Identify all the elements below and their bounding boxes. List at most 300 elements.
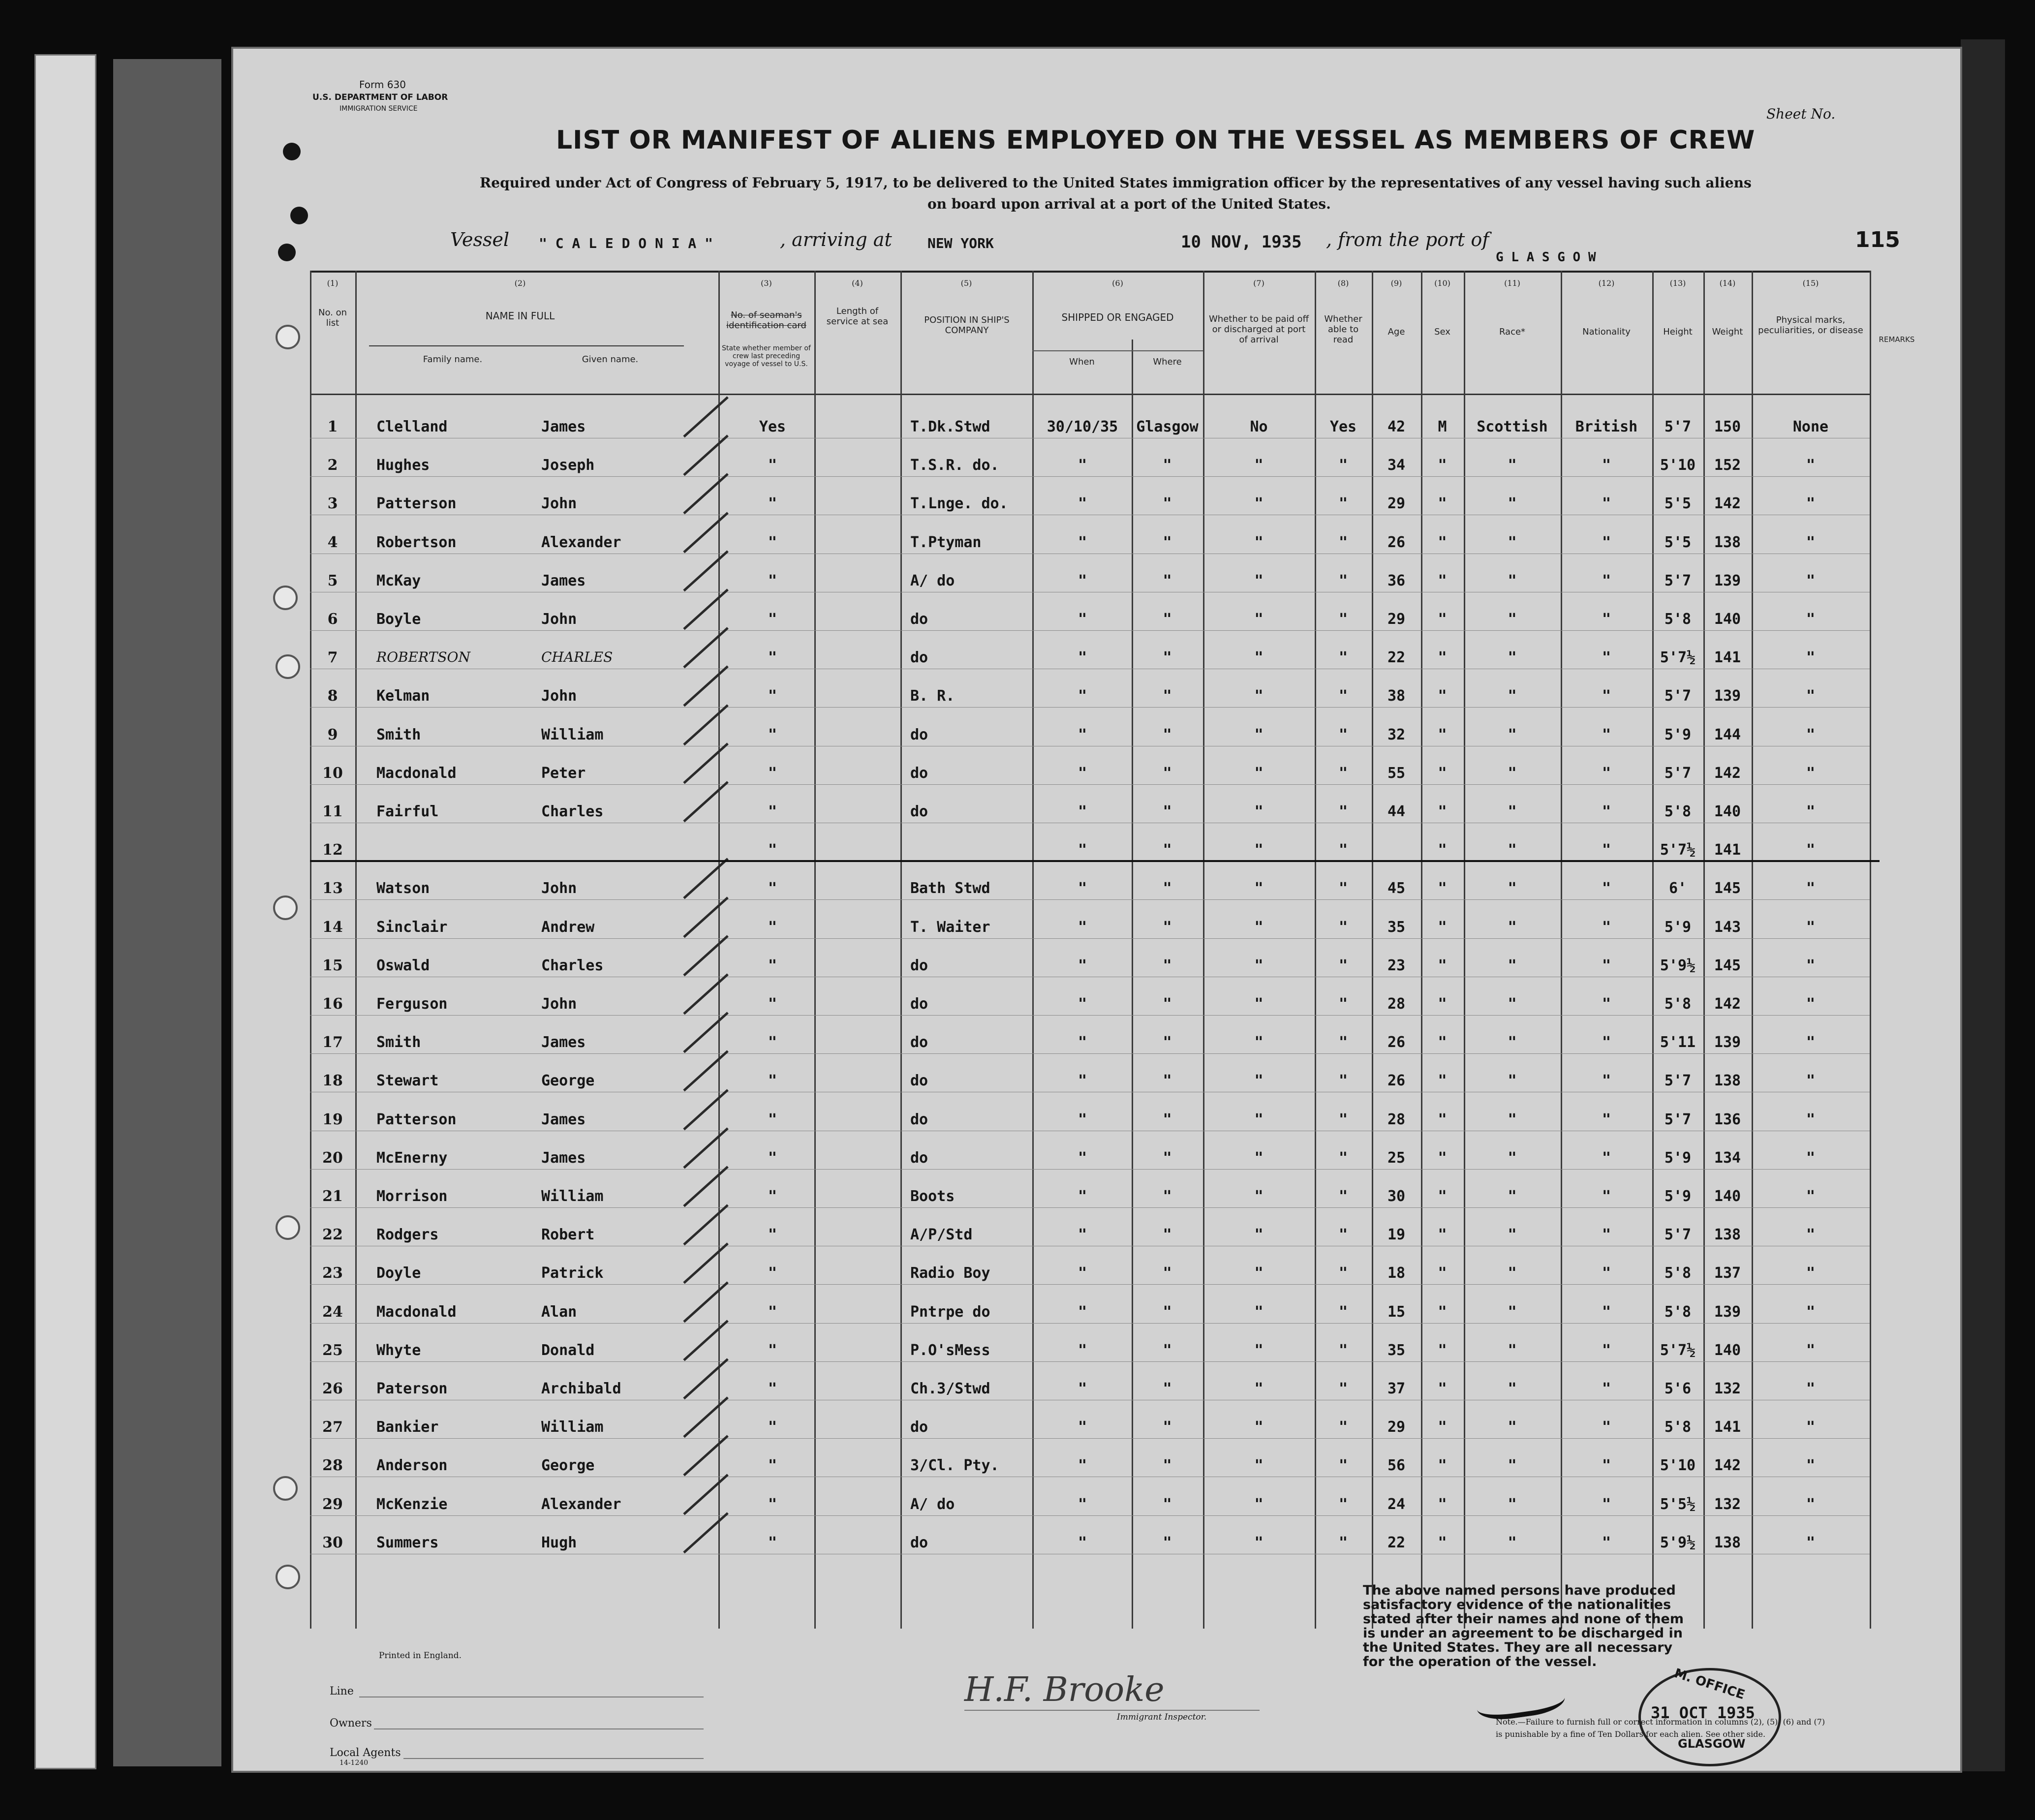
cell-race: ": [1508, 880, 1517, 897]
cell-read: ": [1338, 1226, 1348, 1244]
cell-when: ": [1078, 1072, 1087, 1090]
cell-where: ": [1163, 803, 1172, 820]
cell-height: 6': [1668, 880, 1687, 897]
cell-position: A/ do: [910, 572, 955, 589]
cell-marks: ": [1806, 1034, 1816, 1051]
cell-card: ": [768, 1265, 777, 1282]
cell-race: ": [1508, 1188, 1517, 1205]
cell-sex: ": [1438, 956, 1447, 974]
cell-position: A/ do: [910, 1495, 955, 1513]
cell-paid: ": [1254, 687, 1264, 705]
punch-hole: [276, 654, 300, 679]
cell-family: ROBERTSON: [376, 649, 470, 666]
line-label: Line: [330, 1685, 354, 1697]
cell-nat: ": [1602, 918, 1611, 936]
cell-no: 9: [327, 726, 338, 743]
cell-when: ": [1078, 1380, 1087, 1397]
cell-marks: ": [1806, 1495, 1816, 1513]
cell-marks: ": [1806, 687, 1816, 705]
cell-paid: ": [1254, 1072, 1264, 1090]
cell-sex: ": [1438, 1111, 1447, 1128]
cell-race: ": [1508, 1303, 1517, 1321]
cell-sex: ": [1438, 495, 1447, 513]
cell-position: do: [910, 995, 928, 1013]
row-rule: [310, 1207, 1870, 1208]
cell-height: 5'6: [1664, 1380, 1692, 1397]
cell-race: ": [1508, 1265, 1517, 1282]
cell-card: ": [768, 1380, 777, 1397]
cell-paid: ": [1254, 803, 1264, 820]
arriving-port: NEW YORK: [927, 235, 994, 251]
cell-family: Paterson: [376, 1380, 448, 1397]
cell-where: ": [1163, 995, 1172, 1013]
cell-height: 5'7: [1664, 764, 1692, 782]
cell-where: ": [1163, 649, 1172, 667]
cell-when: ": [1078, 1226, 1087, 1244]
cell-given: Patrick: [541, 1265, 604, 1282]
cell-when: ": [1078, 956, 1087, 974]
cell-sex: ": [1438, 1265, 1447, 1282]
cell-nat: ": [1602, 841, 1611, 859]
cell-age: 45: [1387, 880, 1406, 897]
cell-race: ": [1508, 457, 1517, 474]
cell-marks: ": [1806, 572, 1816, 589]
cell-position: do: [910, 956, 928, 974]
inspector-signature: H.F. Brooke: [964, 1670, 1165, 1709]
owners-underline: [374, 1728, 704, 1729]
cell-sex: ": [1438, 611, 1447, 628]
cell-marks: None: [1792, 418, 1829, 435]
cell-no: 2: [327, 457, 338, 474]
cell-nat: ": [1602, 1457, 1611, 1475]
col-header-shipped: SHIPPED OR ENGAGED: [1061, 311, 1174, 323]
cell-position: Pntrpe do: [910, 1303, 990, 1321]
cell-weight: 132: [1714, 1495, 1741, 1513]
col-header-family: Family name.: [423, 354, 483, 365]
col-header-card-note: State whether member of crew last preceding voyage of vessel to U.S.: [722, 344, 811, 368]
cell-race: ": [1508, 1457, 1517, 1475]
agents-underline: [403, 1758, 704, 1759]
cell-read: ": [1338, 1265, 1348, 1282]
cell-race: ": [1508, 649, 1517, 667]
cell-sex: ": [1438, 918, 1447, 936]
cell-race: ": [1508, 1380, 1517, 1397]
cell-when: ": [1078, 1534, 1087, 1551]
from-port: G L A S G O W: [1496, 250, 1596, 265]
scan-margin: [113, 59, 221, 1766]
cell-read: ": [1338, 457, 1348, 474]
cell-family: Whyte: [376, 1341, 421, 1359]
cell-height: 5'7½: [1660, 1341, 1696, 1359]
cell-paid: ": [1254, 1457, 1264, 1475]
cell-card: ": [768, 611, 777, 628]
cell-card: ": [768, 1111, 777, 1128]
cell-height: 5'11: [1660, 1034, 1696, 1051]
cell-race: ": [1508, 764, 1517, 782]
row-rule: [310, 784, 1870, 785]
punch-hole: [276, 325, 300, 349]
col-header-when: When: [1069, 357, 1095, 367]
col-header-where: Where: [1153, 357, 1182, 367]
cell-nat: ": [1602, 649, 1611, 667]
cell-when: ": [1078, 1303, 1087, 1321]
manifest-page: [231, 47, 1962, 1773]
cell-given: James: [541, 1149, 586, 1167]
cell-family: Boyle: [376, 611, 421, 628]
col-line: [814, 271, 816, 1629]
cell-sex: ": [1438, 1457, 1447, 1475]
col-header-race: Race*: [1499, 327, 1526, 337]
cell-sex: ": [1438, 880, 1447, 897]
page-title: LIST OR MANIFEST OF ALIENS EMPLOYED ON THE VESSEL AS MEMBERS OF CREW: [556, 125, 1756, 155]
inspector-underline: [964, 1710, 1260, 1711]
cell-age: 34: [1387, 457, 1406, 474]
cell-age: 24: [1387, 1495, 1406, 1513]
cell-race: ": [1508, 1419, 1517, 1436]
stamp-bottom-text: GLASGOW: [1678, 1737, 1746, 1751]
cell-where: ": [1163, 572, 1172, 589]
cell-sex: ": [1438, 649, 1447, 667]
cell-where: ": [1163, 1149, 1172, 1167]
col-number: (1): [327, 278, 339, 288]
col-line: [900, 271, 902, 1629]
cell-age: 55: [1387, 764, 1406, 782]
cell-position: Ch.3/Stwd: [910, 1380, 990, 1397]
cell-age: 23: [1387, 956, 1406, 974]
cell-when: ": [1078, 495, 1087, 513]
cell-read: ": [1338, 1303, 1348, 1321]
col-header-height: Height: [1663, 327, 1693, 337]
cell-read: ": [1338, 495, 1348, 513]
cell-nat: British: [1575, 418, 1638, 435]
col-number: (8): [1337, 278, 1349, 288]
declaration-line: is under an agreement to be discharged in: [1363, 1626, 1683, 1641]
cell-where: ": [1163, 1034, 1172, 1051]
cell-age: 15: [1387, 1303, 1406, 1321]
cell-marks: ": [1806, 1072, 1816, 1090]
cell-weight: 139: [1714, 1303, 1741, 1321]
cell-weight: 139: [1714, 1034, 1741, 1051]
cell-card: ": [768, 956, 777, 974]
cell-read: ": [1338, 1495, 1348, 1513]
cell-sex: M: [1438, 418, 1447, 435]
cell-when: ": [1078, 880, 1087, 897]
cell-marks: ": [1806, 649, 1816, 667]
cell-race: ": [1508, 918, 1517, 936]
cell-given: Andrew: [541, 918, 595, 936]
cell-card: ": [768, 1034, 777, 1051]
cell-given: William: [541, 1419, 604, 1436]
cell-nat: ": [1602, 1495, 1611, 1513]
cell-race: ": [1508, 841, 1517, 859]
cell-where: ": [1163, 918, 1172, 936]
cell-given: John: [541, 611, 577, 628]
cell-height: 5'5½: [1660, 1495, 1696, 1513]
cell-read: ": [1338, 841, 1348, 859]
cell-paid: ": [1254, 995, 1264, 1013]
cell-given: William: [541, 1188, 604, 1205]
cell-card: ": [768, 572, 777, 589]
cell-given: Alexander: [541, 533, 621, 551]
cell-race: ": [1508, 995, 1517, 1013]
cell-card: ": [768, 649, 777, 667]
cell-race: ": [1508, 1495, 1517, 1513]
cell-family: Smith: [376, 1034, 421, 1051]
cell-weight: 140: [1714, 1188, 1741, 1205]
cell-family: Doyle: [376, 1265, 421, 1282]
form-department: U.S. DEPARTMENT OF LABOR: [312, 93, 448, 102]
cell-family: Sinclair: [376, 918, 448, 936]
cell-nat: ": [1602, 995, 1611, 1013]
agents-label: Local Agents: [330, 1747, 401, 1759]
cell-weight: 142: [1714, 764, 1741, 782]
cell-marks: ": [1806, 803, 1816, 820]
cell-when: ": [1078, 649, 1087, 667]
punch-hole: [283, 143, 301, 160]
cell-race: ": [1508, 1341, 1517, 1359]
cell-sex: ": [1438, 687, 1447, 705]
cell-no: 25: [322, 1341, 343, 1359]
cell-sex: ": [1438, 995, 1447, 1013]
nationality-declaration: [1363, 1583, 1684, 1669]
cell-when: ": [1078, 1034, 1087, 1051]
cell-marks: ": [1806, 918, 1816, 936]
cell-card: ": [768, 726, 777, 743]
cell-where: ": [1163, 1188, 1172, 1205]
cell-given: Peter: [541, 764, 586, 782]
cell-weight: 142: [1714, 1457, 1741, 1475]
cell-no: 14: [322, 918, 343, 936]
arrival-date: 10 NOV, 1935: [1181, 232, 1302, 252]
col-header-marks: Physical marks, peculiarities, or disease: [1758, 315, 1863, 336]
cell-family: McKenzie: [376, 1495, 448, 1513]
cell-where: ": [1163, 1226, 1172, 1244]
cell-where: ": [1163, 495, 1172, 513]
cell-nat: ": [1602, 764, 1611, 782]
cell-nat: ": [1602, 1534, 1611, 1551]
cell-weight: 134: [1714, 1149, 1741, 1167]
cell-paid: ": [1254, 1303, 1264, 1321]
cell-when: 30/10/35: [1047, 418, 1118, 435]
cell-age: 29: [1387, 495, 1406, 513]
cell-family: Clelland: [376, 418, 448, 435]
sheet-number-label: Sheet No.: [1766, 106, 1836, 122]
vessel-label: Vessel: [450, 229, 510, 250]
row-rule: [310, 707, 1870, 708]
cell-where: ": [1163, 1072, 1172, 1090]
cell-given: Archibald: [541, 1380, 621, 1397]
cell-age: 26: [1387, 1072, 1406, 1090]
cell-read: ": [1338, 1457, 1348, 1475]
cell-where: ": [1163, 1534, 1172, 1551]
cell-family: McEnerny: [376, 1149, 448, 1167]
cell-marks: ": [1806, 1303, 1816, 1321]
cell-card: ": [768, 1419, 777, 1436]
cell-when: ": [1078, 1188, 1087, 1205]
cell-height: 5'8: [1664, 1303, 1692, 1321]
stamp-date: 31 OCT 1935: [1651, 1703, 1755, 1722]
cell-card: ": [768, 918, 777, 936]
cell-sex: ": [1438, 1303, 1447, 1321]
cell-no: 5: [327, 572, 338, 589]
cell-position: P.O'sMess: [910, 1341, 990, 1359]
cell-nat: ": [1602, 726, 1611, 743]
cell-family: Anderson: [376, 1457, 448, 1475]
cell-family: McKay: [376, 572, 421, 589]
cell-paid: No: [1250, 418, 1268, 435]
cell-nat: ": [1602, 1303, 1611, 1321]
cell-given: John: [541, 687, 577, 705]
declaration-line: satisfactory evidence of the nationalities: [1363, 1597, 1671, 1612]
row-rule: [310, 1015, 1870, 1016]
row-strike-line: [310, 860, 1880, 862]
cell-no: 6: [327, 611, 338, 628]
punch-hole: [273, 1476, 298, 1501]
cell-where: ": [1163, 880, 1172, 897]
cell-card: ": [768, 841, 777, 859]
cell-when: ": [1078, 764, 1087, 782]
cell-sex: ": [1438, 572, 1447, 589]
cell-position: T.S.R. do.: [910, 457, 999, 474]
cell-paid: ": [1254, 918, 1264, 936]
cell-age: 19: [1387, 1226, 1406, 1244]
cell-race: ": [1508, 803, 1517, 820]
cell-height: 5'7: [1664, 687, 1692, 705]
cell-weight: 138: [1714, 533, 1741, 551]
col-header-paid: Whether to be paid off or discharged at port of arrival: [1209, 314, 1309, 345]
cell-height: 5'9: [1664, 726, 1692, 743]
col-number: (11): [1504, 278, 1520, 288]
punch-hole: [273, 586, 298, 610]
cell-card: ": [768, 803, 777, 820]
agents-code: 14-1240: [339, 1759, 369, 1767]
cell-height: 5'5: [1664, 533, 1692, 551]
cell-height: 5'10: [1660, 1457, 1696, 1475]
cell-read: ": [1338, 649, 1348, 667]
cell-given: Donald: [541, 1341, 595, 1359]
cell-paid: ": [1254, 1111, 1264, 1128]
cell-family: Stewart: [376, 1072, 439, 1090]
cell-race: ": [1508, 495, 1517, 513]
row-rule: [310, 476, 1870, 477]
cell-paid: ": [1254, 764, 1264, 782]
cell-family: Hughes: [376, 457, 430, 474]
cell-nat: ": [1602, 956, 1611, 974]
col-number: (4): [852, 278, 863, 288]
cell-no: 21: [322, 1188, 343, 1205]
cell-given: William: [541, 726, 604, 743]
cell-weight: 141: [1714, 841, 1741, 859]
cell-given: Charles: [541, 803, 604, 820]
cell-marks: ": [1806, 956, 1816, 974]
cell-nat: ": [1602, 457, 1611, 474]
inspector-label: Immigrant Inspector.: [1117, 1712, 1207, 1722]
col-header-length: Length of service at sea: [826, 306, 889, 327]
cell-read: ": [1338, 1111, 1348, 1128]
cell-when: ": [1078, 611, 1087, 628]
cell-paid: ": [1254, 1226, 1264, 1244]
cell-paid: ": [1254, 1380, 1264, 1397]
cell-sex: ": [1438, 764, 1447, 782]
cell-read: ": [1338, 572, 1348, 589]
cell-position: do: [910, 1419, 928, 1436]
cell-where: ": [1163, 457, 1172, 474]
cell-no: 10: [322, 764, 343, 782]
cell-read: Yes: [1329, 418, 1357, 435]
cell-card: ": [768, 687, 777, 705]
cell-position: T.Dk.Stwd: [910, 418, 990, 435]
cell-weight: 138: [1714, 1534, 1741, 1551]
cell-age: 25: [1387, 1149, 1406, 1167]
cell-race: ": [1508, 956, 1517, 974]
cell-family: Ferguson: [376, 995, 448, 1013]
cell-age: 26: [1387, 533, 1406, 551]
col-header-remarks: REMARKS: [1879, 335, 1915, 344]
cell-where: ": [1163, 764, 1172, 782]
cell-sex: ": [1438, 726, 1447, 743]
cell-paid: ": [1254, 457, 1264, 474]
cell-sex: ": [1438, 1188, 1447, 1205]
cell-marks: ": [1806, 1188, 1816, 1205]
cell-no: 23: [322, 1265, 343, 1282]
cell-nat: ": [1602, 687, 1611, 705]
cell-read: ": [1338, 726, 1348, 743]
cell-marks: ": [1806, 1111, 1816, 1128]
cell-read: ": [1338, 1072, 1348, 1090]
cell-card: ": [768, 457, 777, 474]
col-number: (5): [960, 278, 972, 288]
punch-hole: [273, 895, 298, 920]
cell-race: ": [1508, 1072, 1517, 1090]
cell-given: James: [541, 1034, 586, 1051]
cell-race: ": [1508, 611, 1517, 628]
cell-read: ": [1338, 764, 1348, 782]
printed-note: Printed in England.: [379, 1651, 462, 1661]
cell-height: 5'8: [1664, 1265, 1692, 1282]
cell-nat: ": [1602, 1034, 1611, 1051]
col-line: [355, 271, 357, 1629]
cell-age: 22: [1387, 1534, 1406, 1551]
cell-weight: 145: [1714, 956, 1741, 974]
declaration-line: for the operation of the vessel.: [1363, 1654, 1597, 1669]
cell-position: do: [910, 1111, 928, 1128]
cell-read: ": [1338, 1149, 1348, 1167]
cell-no: 13: [322, 880, 343, 897]
punch-hole: [278, 244, 296, 261]
cell-position: do: [910, 1534, 928, 1551]
cell-position: do: [910, 1072, 928, 1090]
cell-marks: ": [1806, 533, 1816, 551]
col-number: (9): [1390, 278, 1402, 288]
cell-race: ": [1508, 687, 1517, 705]
cell-given: Charles: [541, 956, 604, 974]
cell-when: ": [1078, 457, 1087, 474]
cell-height: 5'7: [1664, 1072, 1692, 1090]
cell-read: ": [1338, 611, 1348, 628]
col-header-age: Age: [1388, 327, 1405, 337]
cell-height: 5'7: [1664, 418, 1692, 435]
col-number: (10): [1434, 278, 1450, 288]
cell-card: ": [768, 1534, 777, 1551]
cell-family: Fairful: [376, 803, 439, 820]
cell-sex: ": [1438, 457, 1447, 474]
cell-nat: ": [1602, 1380, 1611, 1397]
cell-when: ": [1078, 1111, 1087, 1128]
cell-family: Morrison: [376, 1188, 448, 1205]
cell-given: John: [541, 495, 577, 513]
cell-read: ": [1338, 1341, 1348, 1359]
cell-race: Scottish: [1477, 418, 1548, 435]
